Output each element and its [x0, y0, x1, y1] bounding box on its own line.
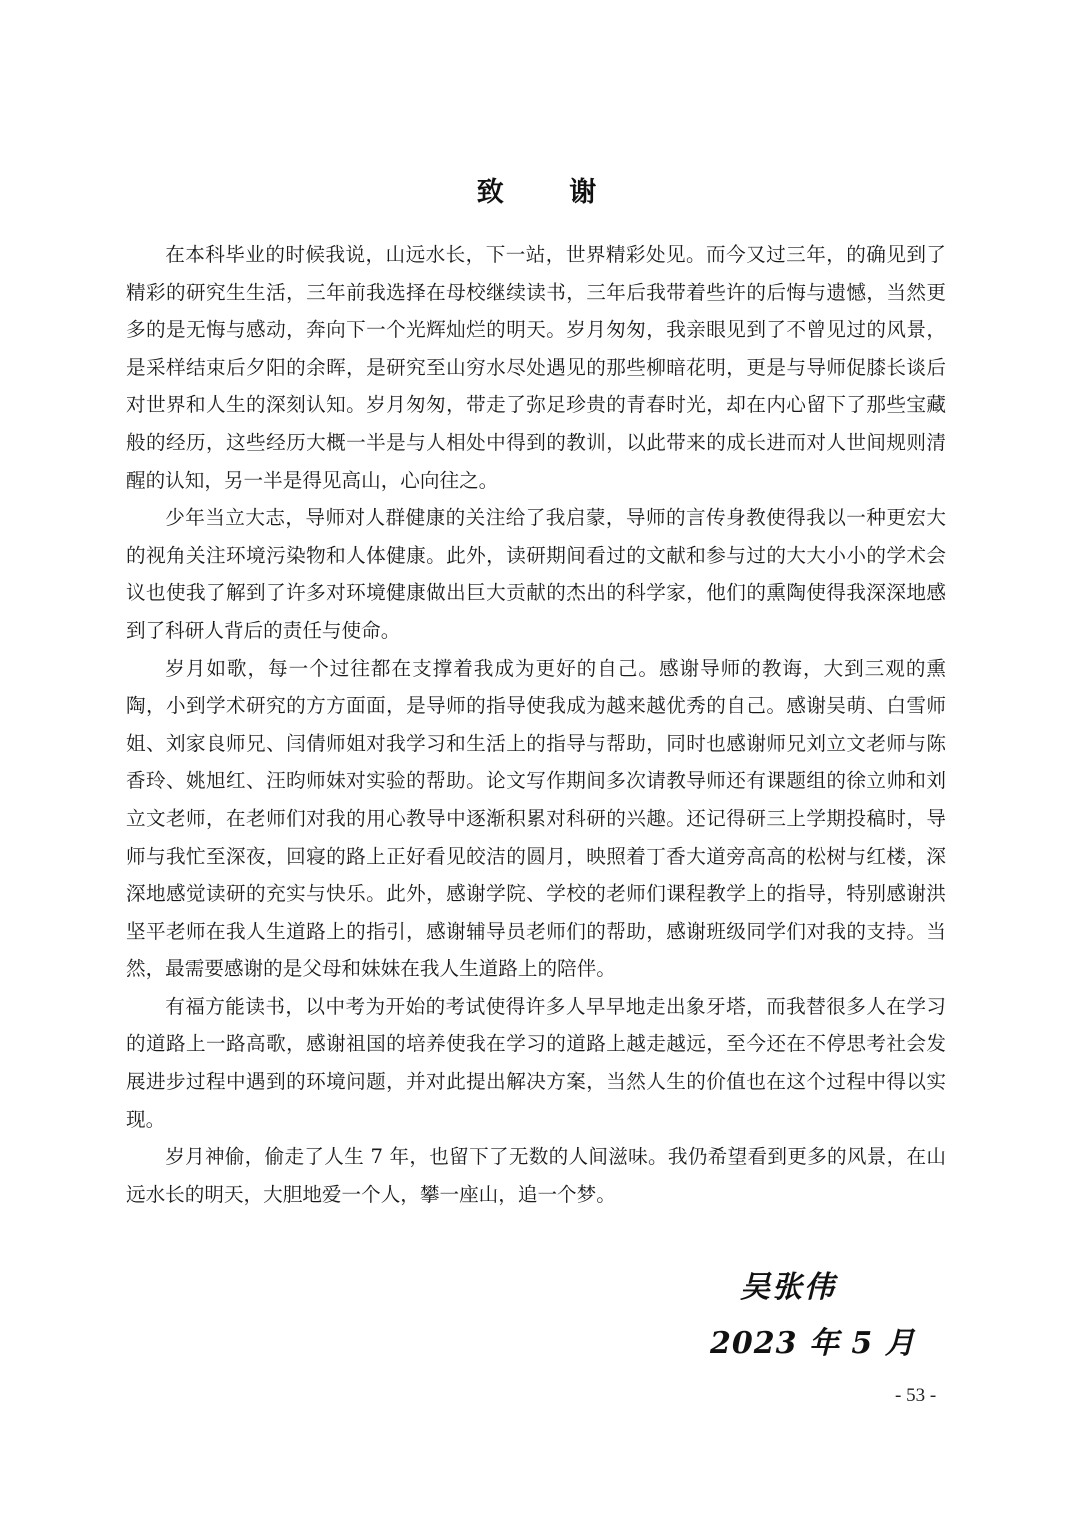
page-number: - 53 - — [895, 1385, 937, 1406]
body-text — [126, 236, 946, 1213]
paragraph: 少年当立大志，导师对人群健康的关注给了我启蒙，导师的言传身教使得我以一种更宏大的视角关注环境污染物和人体健康。此外，读研期间看过的文献和参与过的大大小小的学术会议也使我了解到了许多对环境健康做出巨大贡献的杰出的科学家，他们的熏陶使得我深深地感到了科研人背后的责任与使命。 — [126, 506, 946, 642]
paragraph: 在本科毕业的时候我说，山远水长，下一站，世界精彩处见。而今又过三年，的确见到了精彩的研究生生活，三年前我选择在母校继续读书，三年后我带着些许的后悔与遗憾，当然更多的是无悔与感动，奔向下一个光辉灿烂的明天。岁月匆匆，我亲眼见到了不曾见过的风景，是采样结束后夕阳的余晖，是研究至山穷水尽处遇见的那些柳暗花明，更是与导师促膝长谈后对世界和人生的深刻认知。岁月匆匆，带走了弥足珍贵的青春时光，却在内心留下了那些宝藏般的经历，这些经历大概一半是与人相处中得到的教训，以此带来的成长进而对人世间规则清醒的认知，另一半是得见高山，心向往之。 — [126, 243, 946, 492]
paragraph: 岁月如歌，每一个过往都在支撑着我成为更好的自己。感谢导师的教诲，大到三观的熏陶，小到学术研究的方方面面，是导师的指导使我成为越来越优秀的自己。感谢吴萌、白雪师姐、刘家良师兄、闫倩师姐对我学习和生活上的指导与帮助，同时也感谢师兄刘立文老师与陈香玲、姚旭红、汪昀师妹对实验的帮助。论文写作期间多次请教导师还有课题组的徐立帅和刘立文老师，在老师们对我的用心教导中逐渐积累对科研的兴趣。还记得研三上学期投稿时，导师与我忙至深夜，回寝的路上正好看见皎洁的圆月，映照着丁香大道旁高高的松树与红楼，深深地感觉读研的充实与快乐。此外，感谢学院、学校的老师们课程教学上的指导，特别感谢洪坚平老师在我人生道路上的指引，感谢辅导员老师们的帮助，感谢班级同学们对我的支持。当然，最需要感谢的是父母和妹妹在我人生道路上的陪伴。 — [126, 656, 946, 981]
paragraph: 有福方能读书，以中考为开始的考试使得许多人早早地走出象牙塔，而我替很多人在学习的道路上一路高歌，感谢祖国的培养使我在学习的道路上越走越远，至今还在不停思考社会发展进步过程中遇到的环境问题，并对此提出解决方案，当然人生的价值也在这个过程中得以实现。 — [126, 994, 946, 1131]
paragraph: 岁月神偷，偷走了人生 7 年，也留下了无数的人间滋味。我仍希望看到更多的风景，在山远水长的明天，大胆地爱一个人，攀一座山，追一个梦。 — [126, 1145, 946, 1206]
signature-name: 吴张伟 — [740, 1270, 836, 1305]
signature-date: 2023 年 5 月 — [710, 1326, 916, 1361]
page-title: 致 谢 — [476, 177, 625, 208]
